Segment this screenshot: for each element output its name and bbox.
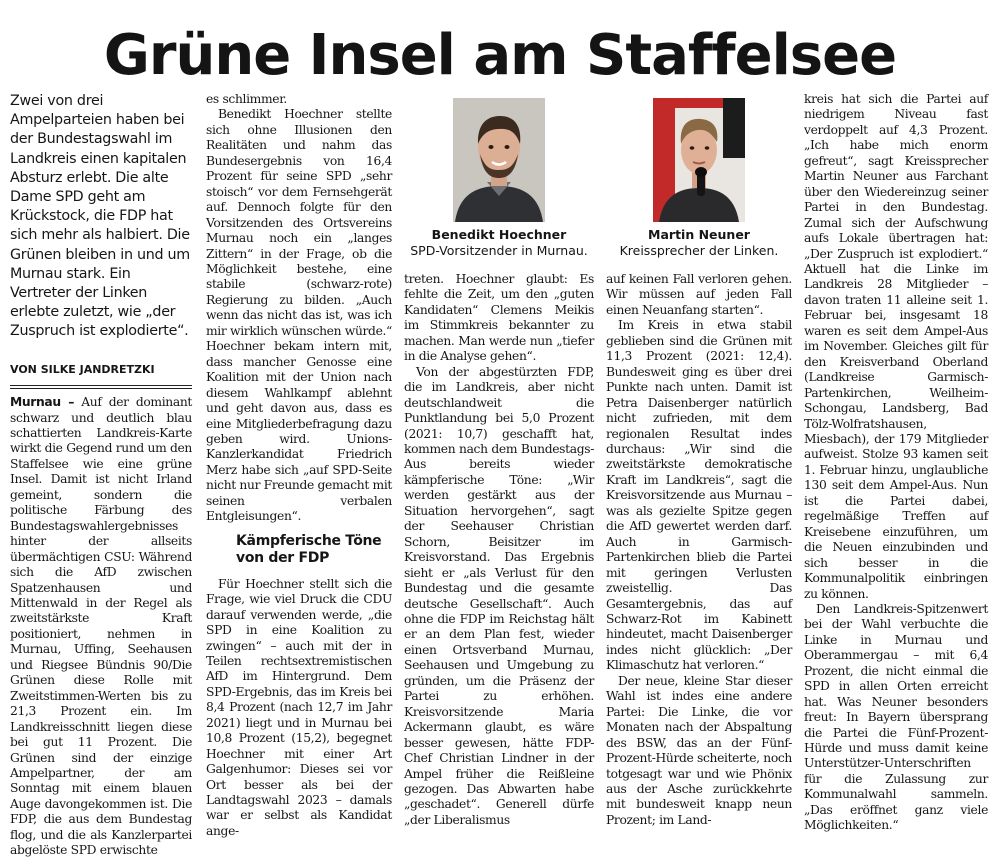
body-paragraph: kreis hat sich die Partei auf niedrigem Niveau fast verdoppelt auf 4,3 Prozent. „Ich habe mich enorm gefreut“, sagt Kreissprecher Martin Neuner aus Farchant über den Wiedereinzug seiner Partei in den Bundestag. Zumal sich der Aufschwung aufs Lokale übertragen hat: „Der Zuspruch ist explodiert.“ Aktuell hat die Linke im Landkreis 28 Mitglieder – davon traten 11 alleine seit 1. Februar bei, insgesamt 18 waren es seit dem Ampel-Aus im November. Gleiches gilt für den Kreisverband Oberland (Landkreise Garmisch-Partenkirchen, Weilheim-Schongau, Landsberg, Bad Tölz-Wolfratshausen, Miesbach), der 179 Mitglieder aufweist. Stolze 93 kamen seit 1. Februar hinzu, unglaubliche 130 seit dem Ampel-Aus. Nun ist die Partei dabei, regelmäßige Treffen auf Kreisebene einzuführen, um die Neuen einzubinden und sich besser in die Kommunalpolitik einbringen zu können. [804, 92, 988, 601]
photo-neuner [606, 98, 792, 259]
dateline: Murnau – [10, 395, 75, 410]
body-paragraph: Der neue, kleine Star dieser Wahl ist indes eine andere Partei: Die Linke, die vor Monaten nach der Abspaltung des BSW, das an der Fünf-Prozent-Hürde scheiterte, noch totgesagt war und wie Phönix aus der Asche zurückkehrte mit bundesweit knapp neun Prozent; im Land- [606, 673, 792, 827]
column-3 [404, 272, 594, 827]
body-paragraph: auf keinen Fall verloren gehen. Wir müssen auf jeden Fall einen Neuanfang starten“. [606, 272, 792, 317]
photo-caption-role: SPD-Vorsitzender in Murnau. [410, 243, 588, 258]
portrait-photo [653, 98, 745, 222]
body-paragraph: Von der abgestürzten FDP, die im Landkreis, aber nicht deutschlandweit die Punktlandung bei 5,0 Prozent (2021: 10,7) geschafft hat, kommen nach dem Bundestags-Aus bereits wieder kämpferische Töne: „Wir werden gestärkt aus der Situation hervorgehen“, sagt der Seehauser Christian Schorn, Beisitzer im Kreisvorstand. Das Ergebnis sieht er „als Verlust für den Bundestag und die gesamte deutsche Gesellschaft“. Auch ohne die FDP im Reichstag hält er an dem Plan fest, wieder einen Ortsverband Murnau, Seehausen und Umgebung zu gründen, um die Präsenz der Partei zu erhöhen. Kreisvorsitzende Maria Ackermann glaubt, es wäre besser gewesen, hätte FDP-Chef Christian Lindner in der Ampel früher die Reißleine gezogen. Das Abwarten habe „geschadet“. Generell dürfe „der Liberalismus [404, 364, 594, 827]
body-paragraph: Den Landkreis-Spitzenwert bei der Wahl verbuchte die Linke in Murnau und Oberammergau – mit 6,4 Prozent, die nicht einmal die SPD in allen Orten erreicht hat. Was Neuner besonders freut: In Bayern übersprang die Partei die Fünf-Prozent-Hürde und muss damit keine Unterstützer-Unterschriften für die Zulassung zur Kommunalwahl sammeln. „Das eröffnet ganz viele Möglichkeiten.“ [804, 601, 988, 833]
divider [10, 388, 192, 389]
body-text: Auf der dominant schwarz und deutlich blau schattierten Landkreis-Karte wirkt die Gegend rund um den Staffelsee wie eine grüne Insel. Damit ist nicht Irland gemeint, sondern die politische Färbung des Bundestagswahlergebnisses hinter der allseits übermächtigen CSU: Während sich die AfD zwischen Spatzenhausen und Mittenwald in der Regel als zweitstärkste Kraft positioniert, nehmen in Murnau, Uffing, Seehausen und Riegsee Bündnis 90/Die Grünen diese Rolle mit Zweitstimmen-Werten bis zu 21,3 Prozent ein. Im Landkreisschnitt liegen diese bei gut 11 Prozent. Die Grünen sind der einzige Ampelpartner, der am Sonntag mit einem blauen Auge davongekommen ist. Die FDP, die aus dem Bundestag flog, und die als Kanzlerpartei abgelöste SPD erwischte [10, 395, 193, 858]
body-paragraph: Im Kreis in etwa stabil geblieben sind die Grünen mit 11,3 Prozent (2021: 12,4). Bundesweit ging es über drei Punkte nach unten. Damit ist Petra Daisenberger natürlich nicht zufrieden, mit dem regionalen Resultat indes durchaus: „Wir sind die zweitstärkste demokratische Kraft im Landkreis“, sagt die Kreisvorsitzende aus Murnau – was als gezielte Spitze gegen die AfD gewertet werden darf. Auch in Garmisch-Partenkirchen blieb die Partei mit geringen Verlusten zweistellig. Das Gesamtergebnis, das auf Schwarz-Rot im Kabinett hindeutet, macht Daisenberger indes nicht glücklich: „Der Klimaschutz hat verloren.“ [606, 318, 792, 673]
column-4 [606, 272, 792, 827]
body-paragraph: treten. Hoechner glaubt: Es fehlte die Zeit, um den „guten Kandidaten“ Clemens Meikis im Stimmkreis bekannter zu machen. Man werde nun „tiefer in die Analyse gehen“. [404, 272, 594, 364]
byline: VON SILKE JANDRETZKI [10, 362, 192, 386]
column-1 [10, 92, 193, 858]
photo-caption-name: Benedikt Hoechner [431, 227, 567, 242]
photo-caption-role: Kreissprecher der Linken. [619, 243, 779, 258]
body-paragraph [10, 395, 192, 859]
photo-caption-name: Martin Neuner [648, 227, 750, 242]
column-5 [804, 92, 988, 833]
portrait-photo [453, 98, 545, 222]
subheading: Kämpferische Töne von der FDP [236, 532, 382, 566]
body-paragraph: Benedikt Hoechner stellte sich ohne Illusionen den Realitäten und nahm das Bundesergebnis von 16,4 Prozent für seine SPD „sehr stoisch“ vor dem Fernsehgerät auf. Dennoch folgte für den Vorsitzenden des Ortsvereins Murnau noch ein „langes Zittern“ in der Frage, ob die Möglichkeit bestehe, eine stabile (schwarz-rote) Regierung zu bilden. „Auch wenn das nicht das ist, was ich mir wirklich wünschen würde.“ Hoechner bekam intern mit, dass mancher Genosse eine Koalition mit der Union nach diesem Wahlkampf ablehnt und geht davon aus, dass es eine Mitgliederbefragung dazu geben wird. Unions-Kanzlerkandidat Friedrich Merz habe sich „auf SPD-Seite nicht nur Freunde gemacht mit seinen verbalen Entgleisungen“. [206, 107, 392, 524]
headline: Grüne Insel am Staffelsee [103, 23, 897, 88]
teaser: Zwei von drei Ampelparteien haben bei der Bundestagswahl im Landkreis einen kapitalen Absturz erlebt. Die alte Dame SPD geht am Krückstock, die FDP hat sich mehr als halbiert. Die Grünen bleiben in und um Murnau stark. Ein Vertreter der Linken erlebte zuletzt, wie „der Zuspruch ist explodierte“. [10, 93, 190, 340]
body-paragraph: Für Hoechner stellt sich die Frage, wie viel Druck die CDU darauf verwenden werde, „die SPD in eine Koalition zu zwingen“ – auch mit der in Teilen rechtsextremistischen AfD im Hintergrund. Dem SPD-Ergebnis, das im Kreis bei 8,4 Prozent (nach 12,7 im Jahr 2021) liegt und in Murnau bei 10,8 Prozent (15,2), begegnet Hoechner mit einer Art Galgenhumor: Dieses sei vor Ort besser als bei der Landtagswahl 2023 – damals war er selbst als Kandidat ange- [206, 576, 392, 838]
column-2 [206, 92, 392, 838]
body-paragraph: es schlimmer. [206, 92, 287, 106]
photo-hoechner [404, 98, 594, 259]
